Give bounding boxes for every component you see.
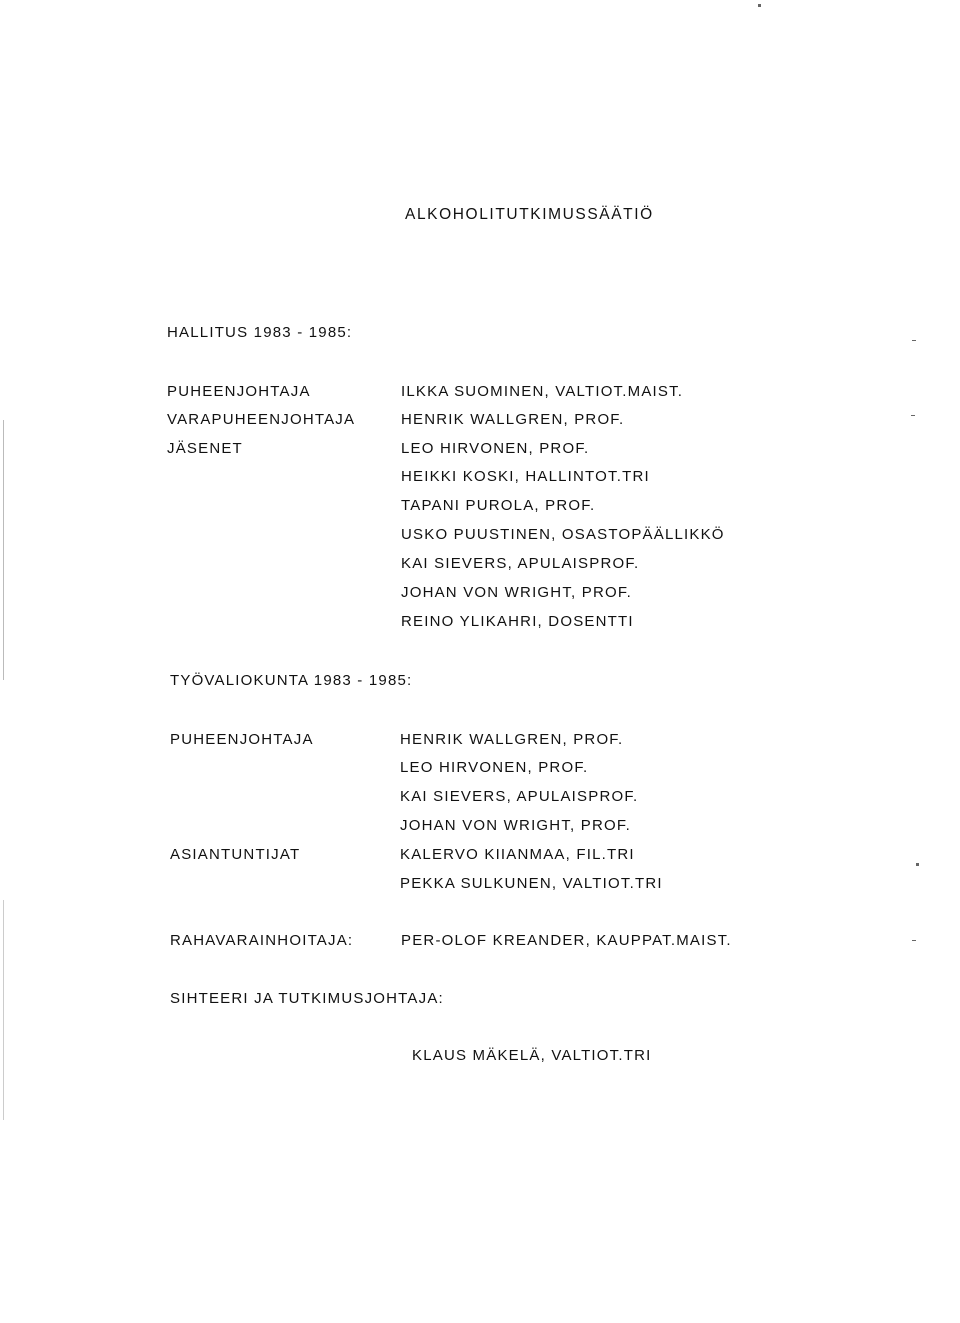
tyovaliokunta-member: KALERVO KIIANMAA, FIL.TRI: [400, 846, 635, 863]
scan-edge-line: [3, 420, 4, 680]
tyovaliokunta-experts-label: ASIANTUNTIJAT: [170, 846, 301, 863]
hallitus-member: LEO HIRVONEN, PROF.: [401, 440, 590, 457]
hallitus-chair-label: PUHEENJOHTAJA: [167, 383, 311, 400]
tyovaliokunta-member: JOHAN VON WRIGHT, PROF.: [400, 817, 631, 834]
hallitus-vice-chair-label: VARAPUHEENJOHTAJA: [167, 411, 356, 428]
tyovaliokunta-member: PEKKA SULKUNEN, VALTIOT.TRI: [400, 875, 663, 892]
hallitus-member: KAI SIEVERS, APULAISPROF.: [401, 555, 640, 572]
hallitus-member: HEIKKI KOSKI, HALLINTOT.TRI: [401, 468, 650, 485]
scan-edge-line: [3, 900, 4, 1120]
hallitus-member: USKO PUUSTINEN, OSASTOPÄÄLLIKKÖ: [401, 526, 725, 543]
scan-speck: [912, 940, 916, 941]
hallitus-members-label: JÄSENET: [167, 440, 243, 457]
scan-speck: [911, 415, 915, 416]
tyovaliokunta-member: HENRIK WALLGREN, PROF.: [400, 731, 624, 748]
scan-speck: [758, 4, 761, 7]
tyovaliokunta-heading: TYÖVALIOKUNTA 1983 - 1985:: [170, 672, 413, 689]
tyovaliokunta-chair-label: PUHEENJOHTAJA: [170, 731, 314, 748]
scan-speck: [916, 863, 919, 866]
hallitus-member: HENRIK WALLGREN, PROF.: [401, 411, 625, 428]
hallitus-member: REINO YLIKAHRI, DOSENTTI: [401, 613, 634, 630]
hallitus-member: JOHAN VON WRIGHT, PROF.: [401, 584, 632, 601]
hallitus-heading: HALLITUS 1983 - 1985:: [167, 324, 353, 341]
secretary-label: SIHTEERI JA TUTKIMUSJOHTAJA:: [170, 990, 444, 1007]
hallitus-member: TAPANI PUROLA, PROF.: [401, 497, 596, 514]
secretary-name: KLAUS MÄKELÄ, VALTIOT.TRI: [412, 1047, 652, 1064]
scan-speck: [912, 340, 916, 341]
document-title: ALKOHOLITUTKIMUSSÄÄTIÖ: [405, 206, 654, 223]
hallitus-member: ILKKA SUOMINEN, VALTIOT.MAIST.: [401, 383, 684, 400]
treasurer-name: PER-OLOF KREANDER, KAUPPAT.MAIST.: [401, 932, 732, 949]
tyovaliokunta-member: KAI SIEVERS, APULAISPROF.: [400, 788, 639, 805]
tyovaliokunta-member: LEO HIRVONEN, PROF.: [400, 759, 589, 776]
treasurer-label: RAHAVARAINHOITAJA:: [170, 932, 354, 949]
